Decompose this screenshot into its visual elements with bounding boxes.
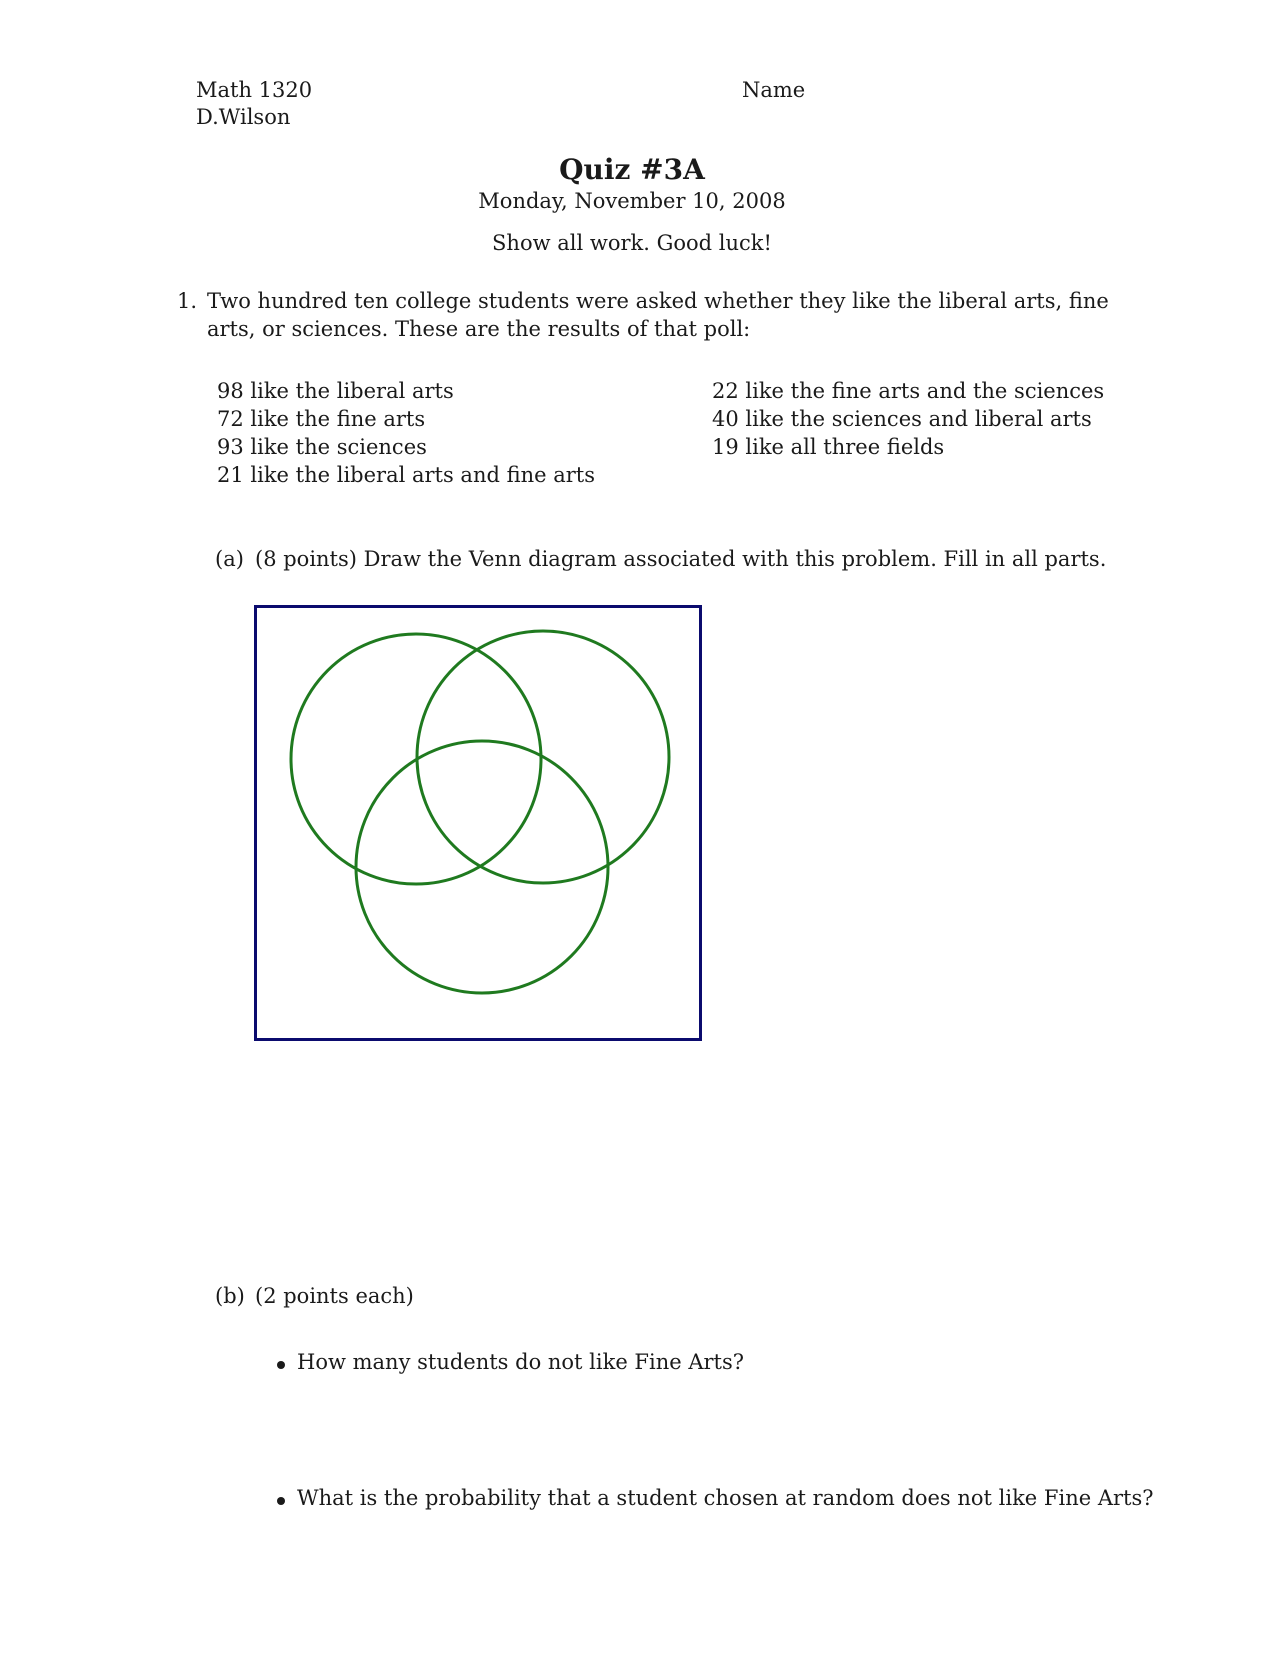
results-right-list bbox=[712, 377, 1104, 461]
problem-number: 1. bbox=[177, 289, 198, 313]
result-item: 72 like the fine arts bbox=[217, 407, 426, 431]
instructor-label: D.Wilson bbox=[196, 105, 291, 129]
part-b-label: (b) bbox=[215, 1284, 245, 1308]
name-label: Name bbox=[742, 78, 806, 102]
result-item: 98 like the liberal arts bbox=[217, 379, 454, 403]
bullet-icon bbox=[277, 1361, 285, 1369]
venn-diagram bbox=[254, 605, 702, 1041]
result-item: 22 like the fine arts and the sciences bbox=[712, 379, 1105, 403]
course-label: Math 1320 bbox=[196, 78, 313, 102]
result-item: 40 like the sciences and liberal arts bbox=[712, 407, 1092, 431]
quiz-date: Monday, November 10, 2008 bbox=[478, 189, 786, 213]
question-fine-arts-probability: What is the probability that a student chosen at random does not like Fine Arts? bbox=[297, 1486, 1154, 1510]
quiz-instructions: Show all work. Good luck! bbox=[492, 231, 772, 255]
result-item: 21 like the liberal arts and fine arts bbox=[217, 463, 595, 487]
question-fine-arts-count: How many students do not like Fine Arts? bbox=[297, 1350, 745, 1374]
quiz-title: Quiz #3A bbox=[559, 153, 705, 186]
results-left-list bbox=[217, 377, 595, 489]
part-b-text: (2 points each) bbox=[255, 1284, 414, 1308]
result-item: 93 like the sciences bbox=[217, 435, 427, 459]
part-a-text: (8 points) Draw the Venn diagram associated with this problem. Fill in all parts. bbox=[255, 547, 1107, 571]
part-a-label: (a) bbox=[215, 547, 244, 571]
result-item: 19 like all three fields bbox=[712, 435, 945, 459]
bullet-icon bbox=[277, 1497, 285, 1505]
problem-text: Two hundred ten college students were asked whether they like the liberal arts, fine arts, or sciences. These are the results of that poll: bbox=[207, 289, 1109, 341]
